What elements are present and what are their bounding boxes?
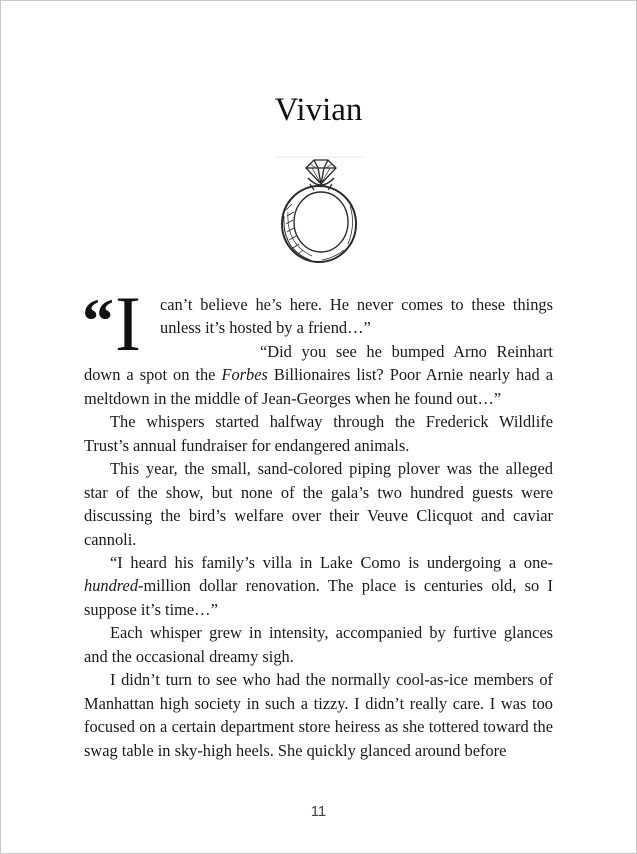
paragraph: Each whisper grew in intensity, accompanied by furtive glances and the occasional dreamy sigh. [84, 623, 553, 666]
italic-text: hundred [84, 576, 139, 596]
drop-cap-quote-mark: “ [82, 285, 114, 356]
paragraph-text: -million dollar renovation. The place is centuries old, so I suppose it’s time…” [84, 576, 553, 619]
paragraph-text: “I heard his family’s villa in Lake Como is undergoing a one- [110, 552, 553, 572]
paragraph [84, 551, 553, 621]
diamond-ring-icon [272, 154, 366, 266]
paragraph-text: Billionaires list? Poor Arnie nearly had a meltdown in the middle of Jean-Georges when he found out…” [84, 365, 553, 408]
paragraph-text: “Did you see he bumped Arno Reinhart down a spot on the [84, 341, 553, 385]
paragraph: The whispers started halfway through the Frederick Wildlife Trust’s annual fundraiser for endangered animals. [84, 412, 553, 455]
drop-cap-letter: I [115, 280, 141, 367]
paragraph: I didn’t turn to see who had the normally cool-as-ice members of Manhattan high society in such a tizzy. I didn’t really care. I was too focused on a certain department store heiress as she tottered toward the swag table in sky-high heels. She quickly glanced around before [84, 670, 553, 760]
paragraph-text: can’t believe he’s here. He never comes to these things unless it’s hosted by a friend…” [160, 295, 553, 338]
paragraph [84, 340, 553, 410]
italic-text: Forbes [221, 365, 268, 385]
chapter-title: Vivian [274, 92, 363, 128]
paragraph: This year, the small, sand-colored piping plover was the alleged star of the show, but none of the gala’s two hundred guests were discussing the bird’s welfare over their Veuve Clicquot and caviar cannoli. [84, 459, 553, 549]
page-number: 11 [310, 803, 327, 820]
chapter-body [82, 280, 553, 762]
drop-cap [82, 280, 154, 367]
